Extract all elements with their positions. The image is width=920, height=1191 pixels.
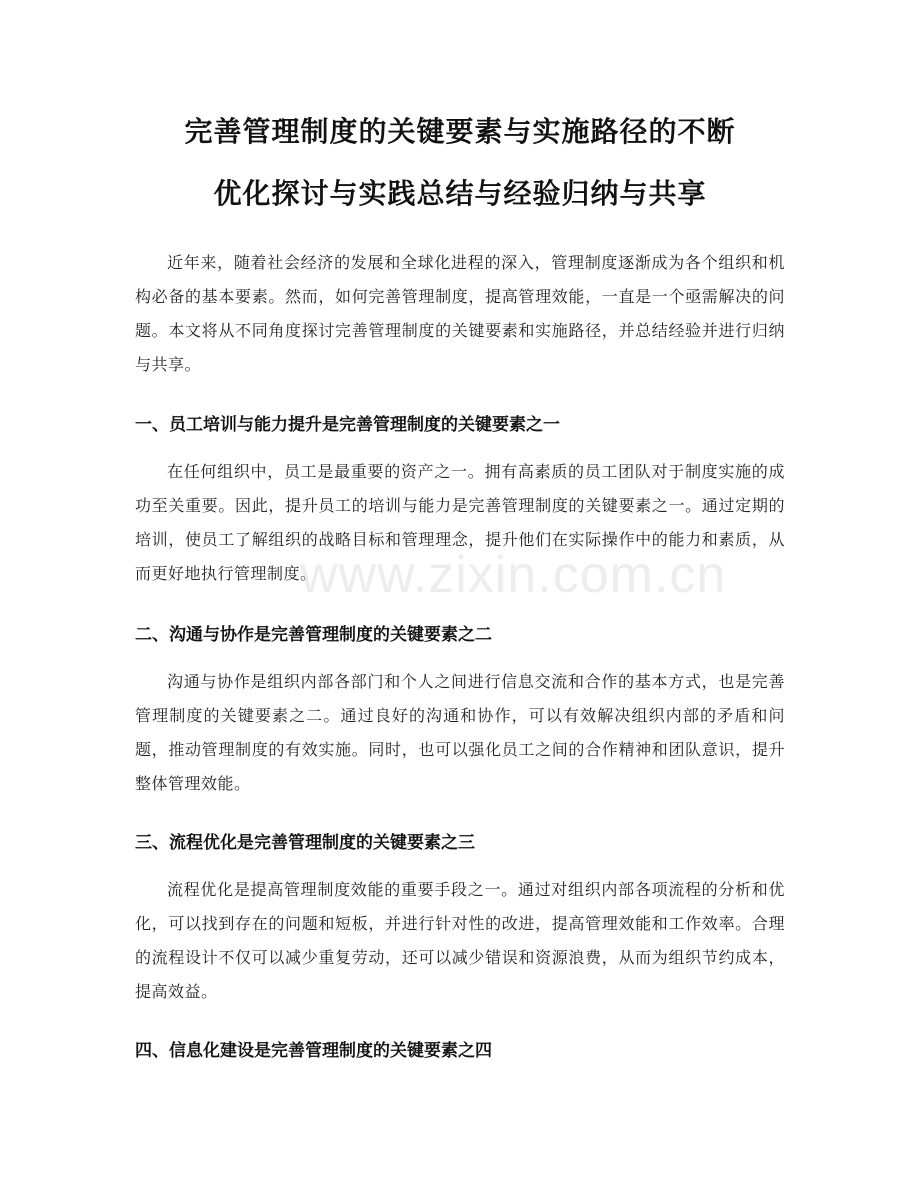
- watermark: www.zixin.com.cn: [300, 546, 727, 604]
- section-heading-3: 三、流程优化是完善管理制度的关键要素之三: [135, 833, 475, 853]
- section-paragraph-3: 流程优化是提高管理制度效能的重要手段之一。通过对组织内部各项流程的分析和优化，可以找到存在的问题和短板，并进行针对性的改进，提高管理效能和工作效率。合理的流程设计不仅可以减少重复劳动，还可以减少错误和资源浪费，从而为组织节约成本，提高效益。: [135, 880, 785, 1001]
- section-paragraph-2: 沟通与协作是组织内部各部门和个人之间进行信息交流和合作的基本方式，也是完善管理制度的关键要素之二。通过良好的沟通和协作，可以有效解决组织内部的矛盾和问题，推动管理制度的有效实施。同时，也可以强化员工之间的合作精神和团队意识，提升整体管理效能。: [135, 672, 785, 793]
- intro-paragraph: 近年来，随着社会经济的发展和全球化进程的深入，管理制度逐渐成为各个组织和机构必备的基本要素。然而，如何完善管理制度，提高管理效能，一直是一个亟需解决的问题。本文将从不同角度探讨完善管理制度的关键要素和实施路径，并总结经验并进行归纳与共享。: [135, 253, 785, 374]
- document-title-line-1: 完善管理制度的关键要素与实施路径的不断: [184, 115, 736, 148]
- section-heading-2: 二、沟通与协作是完善管理制度的关键要素之二: [135, 625, 492, 645]
- section-paragraph-1: 在任何组织中，员工是最重要的资产之一。拥有高素质的员工团队对于制度实施的成功至关重要。因此，提升员工的培训与能力是完善管理制度的关键要素之一。通过定期的培训，使员工了解组织的战略目标和管理理念，提升他们在实际操作中的能力和素质，从而更好地执行管理制度。: [135, 462, 785, 583]
- section-heading-1: 一、员工培训与能力提升是完善管理制度的关键要素之一: [135, 415, 560, 435]
- section-heading-4: 四、信息化建设是完善管理制度的关键要素之四: [135, 1041, 492, 1061]
- document-title-line-2: 优化探讨与实践总结与经验归纳与共享: [213, 177, 707, 210]
